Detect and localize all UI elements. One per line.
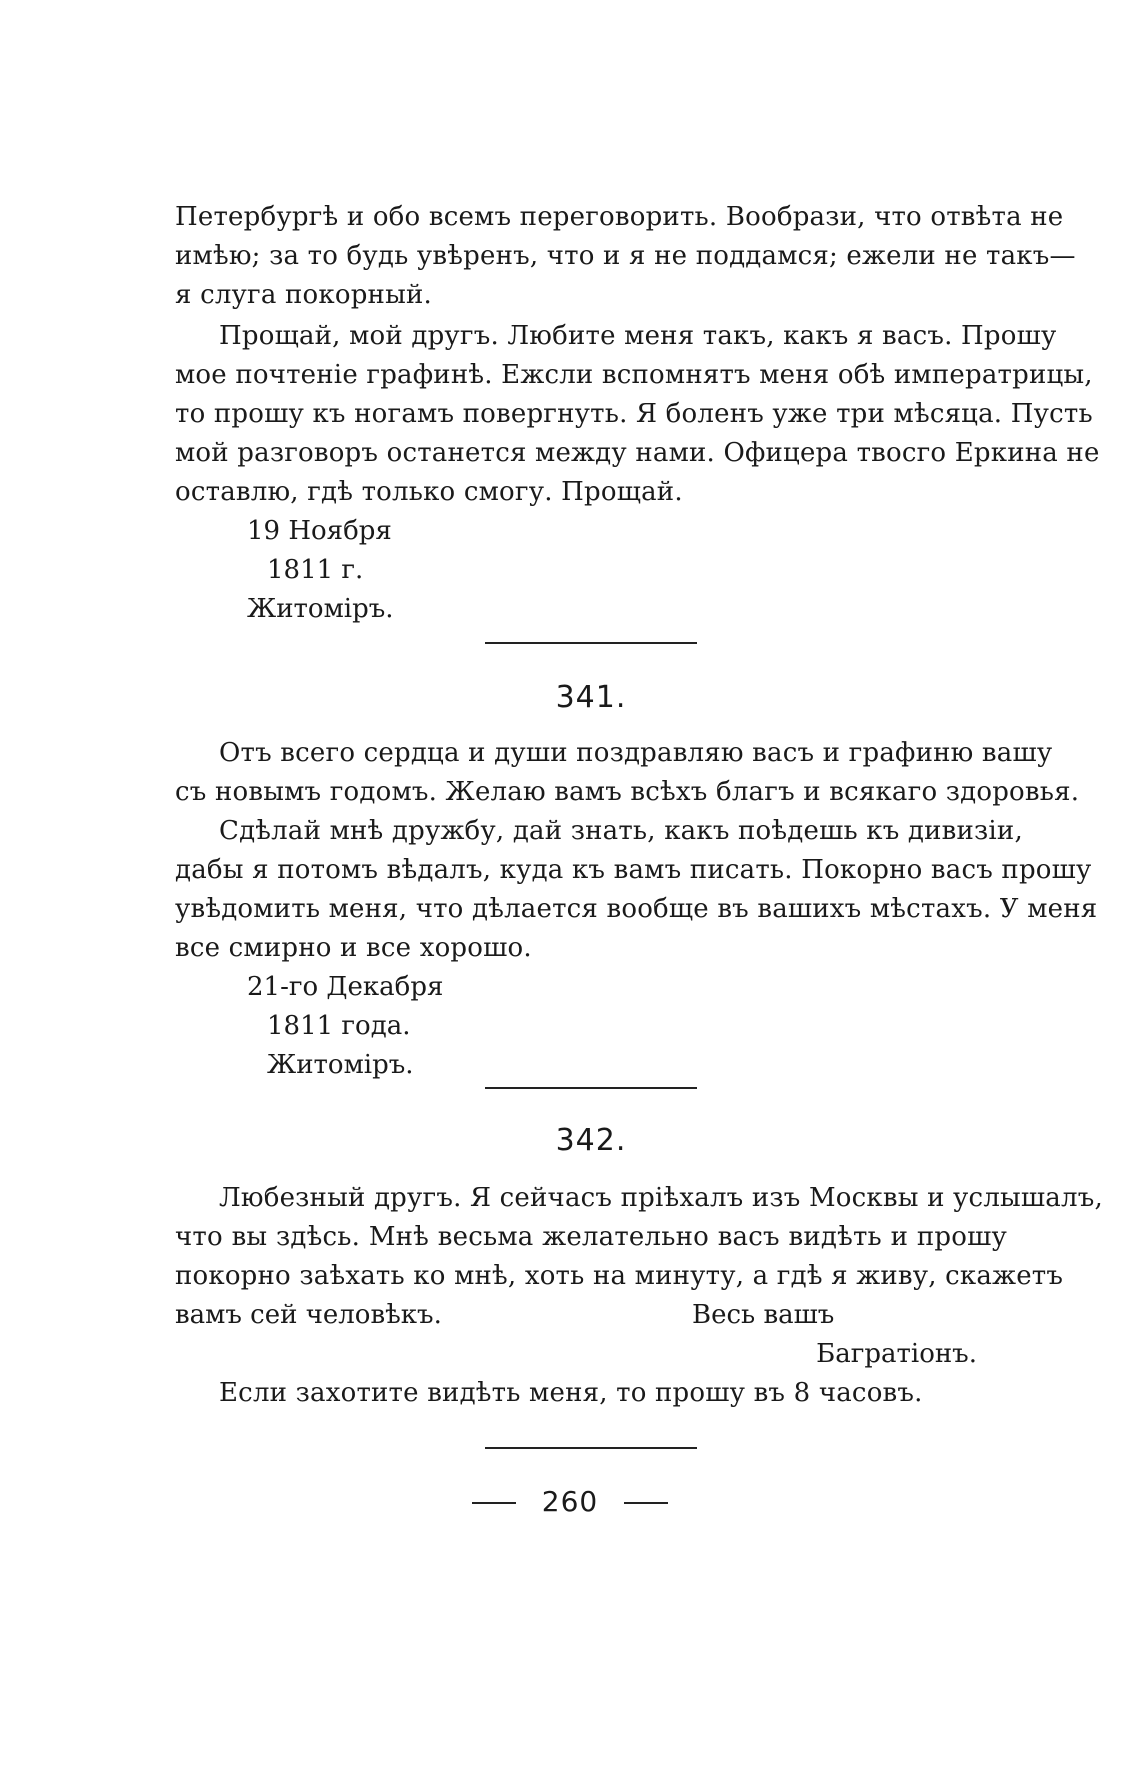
text-line: что вы здѣсь. Мнѣ весьма желательно васъ видѣть и прошу bbox=[175, 1222, 1007, 1252]
letter-342 bbox=[175, 1121, 1103, 1413]
text-line: увѣдомить меня, что дѣлается вообще въ вашихъ мѣстахъ. У меня bbox=[175, 894, 1098, 924]
text-line: Прощай, мой другъ. Любите меня такъ, какъ я васъ. Прошу bbox=[219, 321, 1057, 351]
text-line: Любезный другъ. Я сейчасъ пріѣхалъ изъ Москвы и услышалъ, bbox=[219, 1183, 1103, 1213]
dash-left bbox=[472, 1502, 516, 1504]
text-line: то прошу къ ногамъ повергнуть. Я боленъ уже три мѣсяца. Пусть bbox=[175, 399, 1093, 429]
text-line: мой разговоръ останется между нами. Офицера твосго Еркина не bbox=[175, 438, 1100, 468]
closing-phrase: Весь вашъ bbox=[692, 1300, 835, 1330]
dash-right bbox=[624, 1502, 668, 1504]
date-day: 19 Ноября bbox=[247, 516, 392, 546]
date-place: Житоміръ. bbox=[267, 1050, 414, 1080]
letter-continuation bbox=[175, 198, 1100, 629]
text-line: мое почтеніе графинѣ. Ежсли вспомнятъ меня обѣ императрицы, bbox=[175, 360, 1093, 390]
date-place: Житоміръ. bbox=[247, 594, 394, 624]
text-line: Сдѣлай мнѣ дружбу, дай знать, какъ поѣдешь къ дивизіи, bbox=[219, 816, 1023, 846]
text-line: съ новымъ годомъ. Желаю вамъ всѣхъ благъ и всякаго здоровья. bbox=[175, 777, 1080, 807]
text-line: все смирно и все хорошо. bbox=[175, 933, 532, 963]
page-number-value: 260 bbox=[541, 1485, 599, 1518]
text-line: Петербургѣ и обо всемъ переговорить. Вообрази, что отвѣта не bbox=[175, 202, 1064, 232]
paragraph bbox=[175, 317, 1100, 512]
date-year: 1811 года. bbox=[267, 1011, 411, 1041]
text-line: я слуга покорный. bbox=[175, 280, 432, 310]
text-line: оставлю, гдѣ только смогу. Прощай. bbox=[175, 477, 683, 507]
book-page-text bbox=[175, 198, 1103, 1449]
paragraph bbox=[175, 1179, 1103, 1374]
text-line: имѣю; за то будь увѣренъ, что и я не поддамся; ежели не такъ— bbox=[175, 241, 1076, 271]
letter-date bbox=[175, 512, 1007, 629]
date-day: 21-го Декабря bbox=[247, 972, 444, 1002]
postscript: Если захотите видѣть меня, то прошу въ 8 часовъ. bbox=[219, 1378, 923, 1408]
letter-number: 342. bbox=[555, 1123, 627, 1158]
paragraph bbox=[175, 812, 1098, 968]
closing-line bbox=[175, 1296, 1007, 1335]
text-line: вамъ сей человѣкъ. bbox=[175, 1300, 442, 1330]
text-line: Отъ всего сердца и души поздравляю васъ и графиню вашу bbox=[219, 738, 1053, 768]
date-year: 1811 г. bbox=[267, 555, 364, 585]
letter-341 bbox=[175, 678, 1098, 1085]
paragraph bbox=[175, 734, 1080, 812]
letter-number: 341. bbox=[555, 680, 627, 715]
text-line: дабы я потомъ вѣдалъ, куда къ вамъ писать. Покорно васъ прошу bbox=[175, 855, 1092, 885]
page-number bbox=[0, 1482, 1140, 1522]
section-divider bbox=[485, 1447, 697, 1449]
letter-date bbox=[175, 968, 1007, 1085]
signature: Багратіонъ. bbox=[816, 1339, 977, 1369]
text-line: покорно заѣхать ко мнѣ, хоть на минуту, а гдѣ я живу, скажетъ bbox=[175, 1261, 1064, 1291]
paragraph bbox=[175, 198, 1076, 315]
